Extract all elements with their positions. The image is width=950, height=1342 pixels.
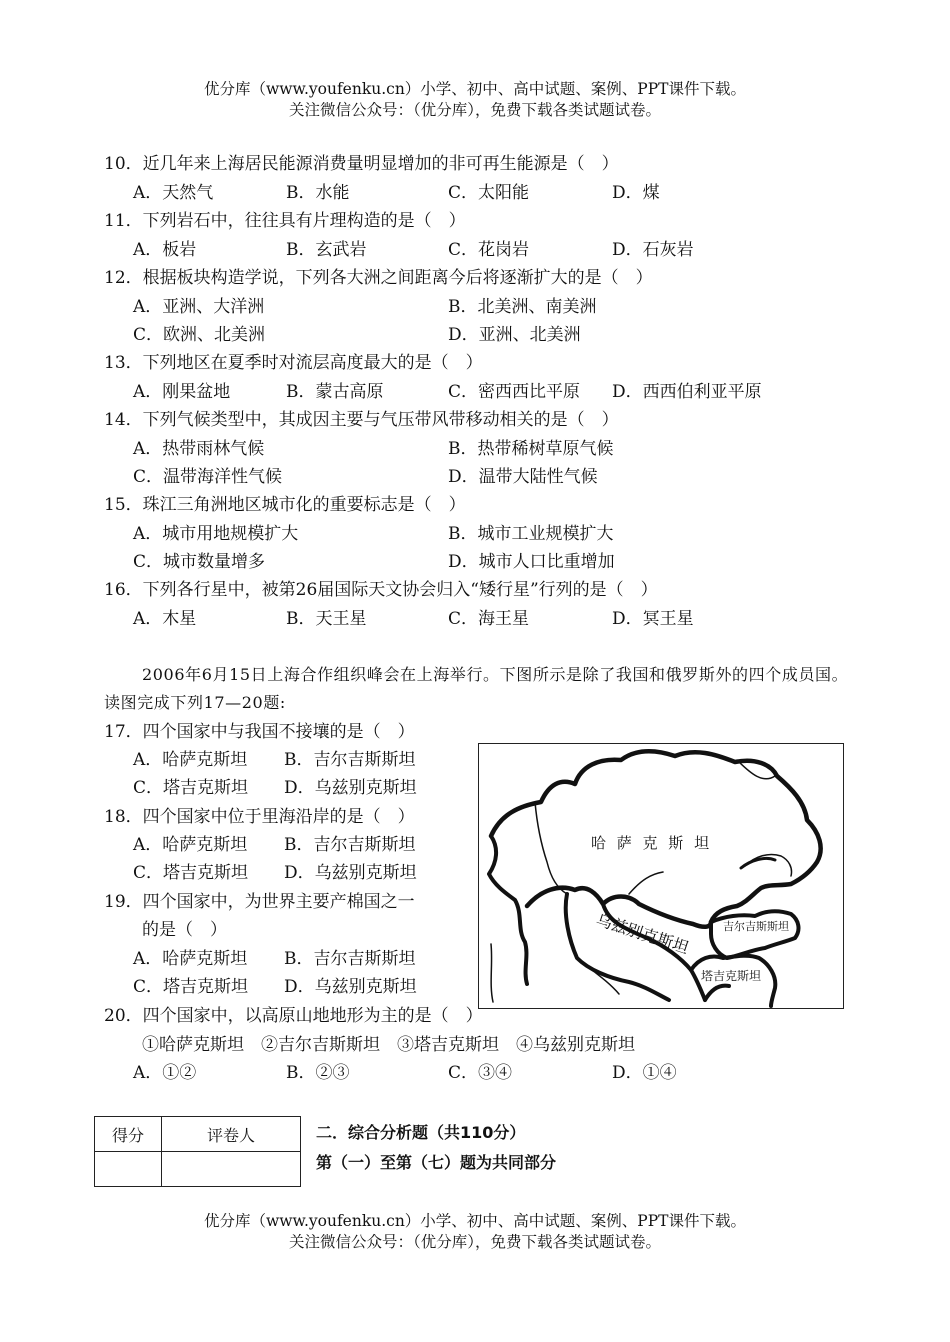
question-17: 17．四个国家中与我国不接壤的是（ ）: [104, 722, 415, 742]
question-16: 16．下列各行星中，被第26届国际天文协会归入“矮行星”行列的是（ ）: [104, 580, 658, 600]
score-cell[interactable]: [95, 1152, 162, 1187]
option: A．热带雨林气候: [133, 439, 265, 459]
score-table: [94, 1116, 301, 1187]
option: C．太阳能: [448, 183, 530, 203]
passage: 2006年6月15日上海合作组织峰会在上海举行。下图所示是除了我国和俄罗斯外的四个成员国。读图完成下列17—20题:: [104, 665, 849, 712]
section-subtitle: 第（一）至第（七）题为共同部分: [316, 1153, 557, 1172]
option: B．②③: [286, 1063, 350, 1083]
label-uzbekistan: 乌兹别克斯坦: [593, 909, 691, 958]
option: D．亚洲、北美洲: [448, 325, 581, 345]
option: B．天王星: [286, 609, 367, 629]
option: C．温带海洋性气候: [133, 467, 283, 487]
question-19: 19．四个国家中，为世界主要产棉国之一: [104, 892, 415, 912]
option: C．海王星: [448, 609, 530, 629]
question-18: 18．四个国家中位于里海沿岸的是（ ）: [104, 807, 415, 827]
question-14: 14．下列气候类型中，其成因主要与气压带风带移动相关的是（ ）: [104, 410, 619, 430]
grader-header: 评卷人: [162, 1117, 301, 1152]
option: C．欧洲、北美洲: [133, 325, 266, 345]
option: A．哈萨克斯坦: [133, 835, 248, 855]
option: D．乌兹别克斯坦: [284, 863, 417, 883]
score-header: 得分: [95, 1117, 162, 1152]
option: D．石灰岩: [612, 240, 694, 260]
option: B．吉尔吉斯斯坦: [284, 835, 416, 855]
question-12: 12．根据板块构造学说，下列各大洲之间距离今后将逐渐扩大的是（ ）: [104, 268, 653, 288]
option: D．乌兹别克斯坦: [284, 778, 417, 798]
option: D．煤: [612, 183, 660, 203]
option: D．冥王星: [612, 609, 694, 629]
option: A．亚洲、大洋洲: [133, 297, 265, 317]
option: B．城市工业规模扩大: [448, 524, 614, 544]
option: A．木星: [133, 609, 197, 629]
option: C．塔吉克斯坦: [133, 778, 249, 798]
option: C．塔吉克斯坦: [133, 977, 249, 997]
footer-line-1: 优分库（www.youfenku.cn）小学、初中、高中试题、案例、PPT课件下载。: [203, 1212, 747, 1230]
question-20-items: ①哈萨克斯坦 ②吉尔吉斯斯坦 ③塔吉克斯坦 ④乌兹别克斯坦: [142, 1035, 635, 1055]
kyrgyzstan-border: [711, 911, 798, 958]
option: C．塔吉克斯坦: [133, 863, 249, 883]
option: D．西西伯利亚平原: [612, 382, 762, 402]
central-asia-map: [478, 743, 844, 1009]
option: B．玄武岩: [286, 240, 367, 260]
label-kyrgyzstan: 吉尔吉斯斯坦: [723, 920, 789, 933]
option: B．吉尔吉斯斯坦: [284, 750, 416, 770]
option: A．①②: [133, 1063, 197, 1083]
option: C．花岗岩: [448, 240, 530, 260]
option: D．乌兹别克斯坦: [284, 977, 417, 997]
caspian-shore: [489, 836, 527, 984]
option: C．密西西比平原: [448, 382, 581, 402]
option: A．哈萨克斯坦: [133, 750, 248, 770]
question-13: 13．下列地区在夏季时对流层高度最大的是（ ）: [104, 353, 483, 373]
header-line-2: 关注微信公众号：（优分库），免费下载各类试题试卷。: [288, 101, 661, 119]
label-kazakhstan: 哈 萨 克 斯 坦: [591, 834, 713, 852]
map-outline: [479, 744, 843, 1008]
lake-balkhash: [741, 858, 775, 868]
option: B．蒙古高原: [286, 382, 384, 402]
question-11: 11．下列岩石中，往往具有片理构造的是（ ）: [104, 211, 466, 231]
option: B．吉尔吉斯斯坦: [284, 949, 416, 969]
question-19-cont: 的是（ ）: [142, 920, 227, 940]
option: A．城市用地规模扩大: [133, 524, 299, 544]
option: A．板岩: [133, 240, 197, 260]
question-20: 20．四个国家中，以高原山地地形为主的是（ ）: [104, 1006, 483, 1026]
option: A．哈萨克斯坦: [133, 949, 248, 969]
question-15: 15．珠江三角洲地区城市化的重要标志是（ ）: [104, 495, 466, 515]
grader-cell[interactable]: [162, 1152, 301, 1187]
section-title: 二．综合分析题（共110分）: [316, 1123, 526, 1142]
footer-line-2: 关注微信公众号：（优分库），免费下载各类试题试卷。: [288, 1233, 661, 1251]
option: A．天然气: [133, 183, 214, 203]
option: C．③④: [448, 1063, 513, 1083]
option: B．北美洲、南美洲: [448, 297, 597, 317]
label-tajikistan: 塔吉克斯坦: [701, 969, 762, 983]
option: D．城市人口比重增加: [448, 552, 615, 572]
option: A．刚果盆地: [133, 382, 231, 402]
question-10: 10．近几年来上海居民能源消费量明显增加的非可再生能源是（ ）: [104, 154, 619, 174]
option: D．①④: [612, 1063, 677, 1083]
option: C．城市数量增多: [133, 552, 266, 572]
option: B．水能: [286, 183, 350, 203]
header-line-1: 优分库（www.youfenku.cn）小学、初中、高中试题、案例、PPT课件下载。: [203, 80, 747, 98]
option: D．温带大陆性气候: [448, 467, 598, 487]
option: B．热带稀树草原气候: [448, 439, 614, 459]
